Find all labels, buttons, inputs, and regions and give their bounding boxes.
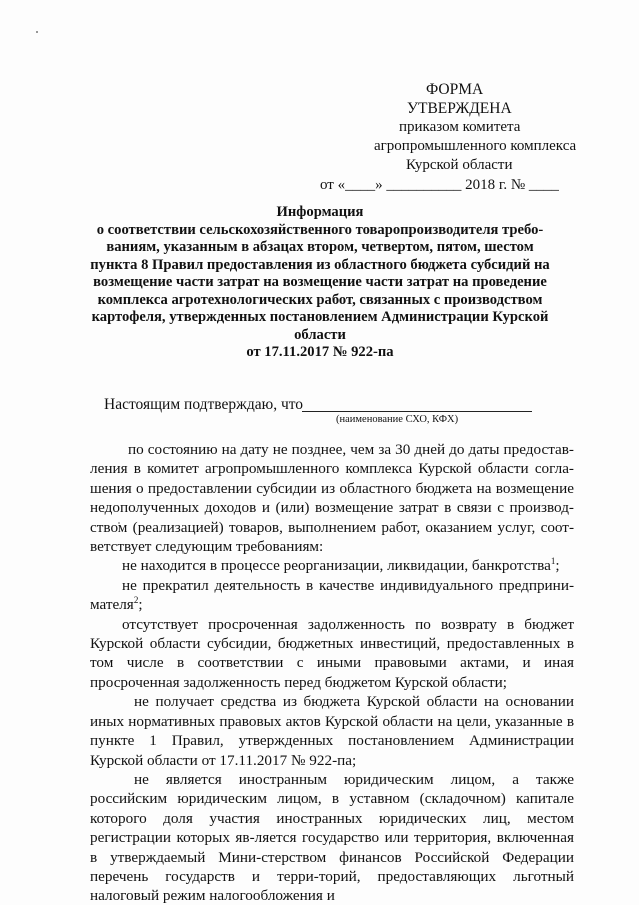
requirement-item: не получает средства из бюджета Курской области на основании иных нормативных правовых актов Курской области на цели, указанные в пункте 1 Правил, утвержденных постановлением Администрации Курской области от 17.11.2017 № 922-па; [90, 693, 574, 769]
heading-line: от 17.11.2017 № 922-па [246, 344, 394, 360]
requirement-item: отсутствует просроченная задолженность по возврату в бюджет Курской области субсидии, бюджетных инвестиций, предоставленных в том числе в соответствии с иными правовыми актами, и иная просроченная задолженность перед бюджетом Курской области; [90, 615, 574, 691]
body-paragraph: по состоянию на дату не позднее, чем за 30 дней до даты предостав-ления в комитет агропромышленного комплекса Курской области согла-шения о предоставлении субсидии из областного бюджета на возмещение недополученных доходов и (или) возмещение затрат в связи с производ-ством (реализацией) товаров, выполнением работ, оказанием услуг, соот-ветствует следующим требованиям: [90, 441, 574, 556]
requirement-text: не находится в процессе реорганизации, ликвидации, банкротства [122, 557, 551, 575]
footnote-ref: 1 [550, 556, 556, 567]
document-body [90, 440, 574, 906]
form-label: ФОРМА [426, 81, 484, 98]
heading-line: картофеля, утвержденных постановлением Администрации Курской [91, 309, 549, 325]
approved-label: УТВЕРЖДЕНА [407, 100, 512, 117]
organization-name-blank [302, 411, 532, 412]
approval-region-line: Курской области [406, 157, 513, 173]
approval-committee-line: агропромышленного комплекса [374, 138, 577, 154]
heading-line: комплекса агротехнологических работ, связанных с производством [97, 291, 543, 308]
confirmation-text: Настоящим подтверждаю, что [104, 396, 304, 413]
heading-line: о соответствии сельскохозяйственного товаропроизводителя требо- [96, 221, 544, 238]
heading-line: возмещение части затрат на возмещение части затрат на проведение [93, 274, 547, 290]
approval-order-line: приказом комитета [399, 119, 521, 135]
heading-line: ваниям, указанным в абзацах втором, четвертом, пятом, шестом [106, 239, 534, 255]
approval-date-line: от «____» __________ 2018 г. № ____ [320, 177, 559, 193]
requirement-punct: ; [555, 557, 560, 575]
organization-name-caption: (наименование СХО, КФХ) [336, 414, 459, 425]
requirement-item [90, 576, 574, 615]
requirement-punct: ; [138, 596, 143, 614]
document-title: Информация [276, 204, 364, 220]
document-heading [60, 204, 580, 362]
requirement-item [90, 556, 574, 575]
heading-line: области [294, 326, 346, 343]
requirement-text: не прекратил деятельность в качестве индивидуального предприни-мателя [90, 576, 574, 614]
scan-speck [36, 31, 38, 33]
footnote-ref: 2 [133, 595, 139, 606]
requirement-item: не является иностранным юридическим лицом, а также российским юридическим лицом, в уставном (складочном) капитале которого доля участия иностранных юридических лиц, местом регистрации которых яв-ляется государство или территория, включенная в утверждаемый Мини-стерством финансов Российской Федерации перечень государств и терри-торий, предоставляющих льготный налоговый режим налогообложения и [90, 770, 574, 905]
heading-line: пункта 8 Правил предоставления из областного бюджета субсидий на [90, 256, 550, 273]
